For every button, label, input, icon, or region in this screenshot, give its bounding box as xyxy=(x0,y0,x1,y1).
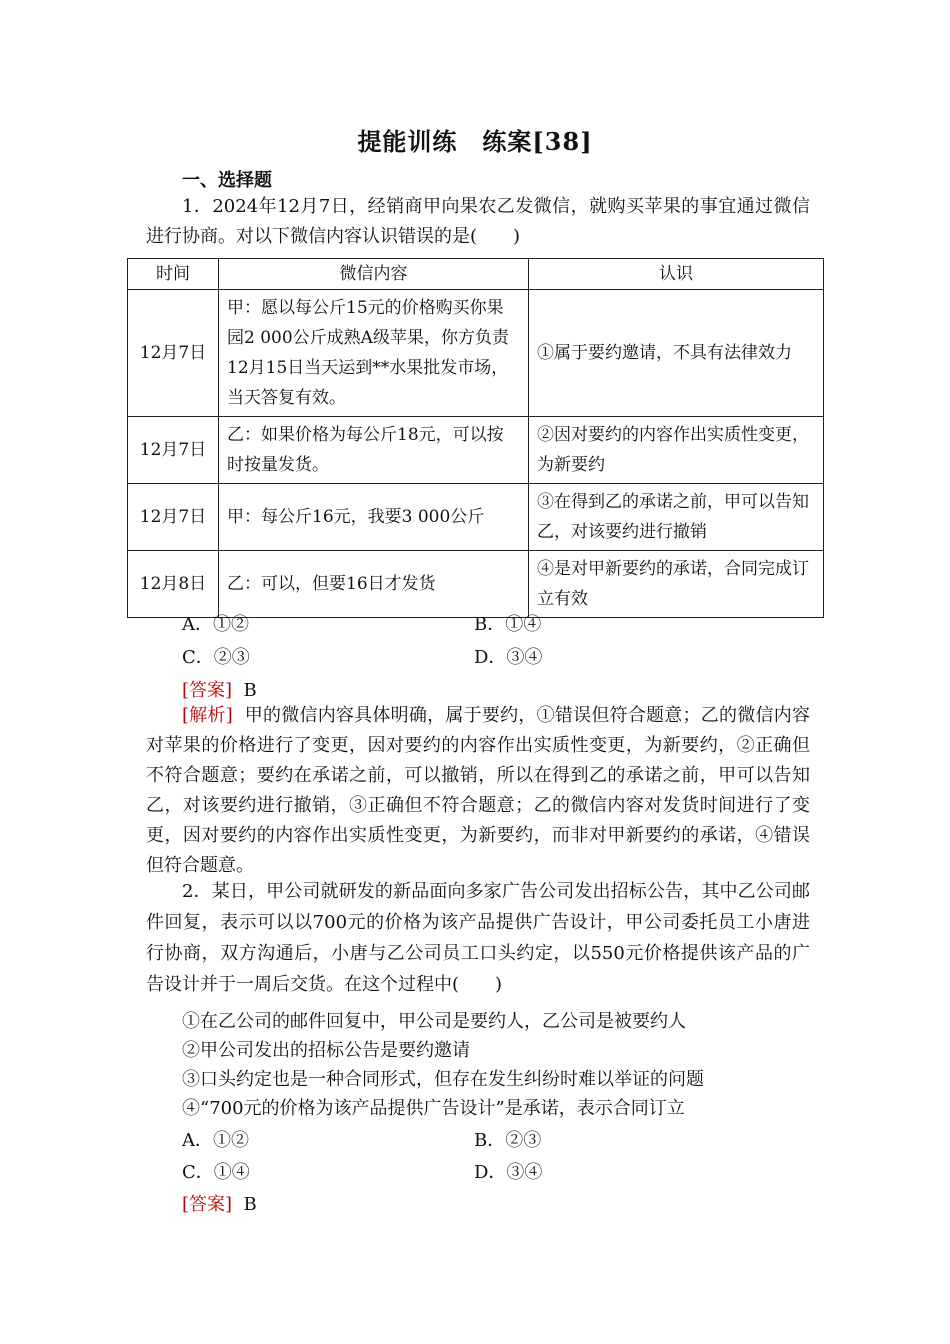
answer-tag: [答案] xyxy=(182,680,233,701)
q1-option-d: D．③④ xyxy=(474,647,543,668)
q2-statement: ④“700元的价格为该产品提供广告设计”是承诺，表示合同订立 xyxy=(182,1098,685,1119)
q2-answer xyxy=(182,1190,257,1216)
q1-option-c: C．②③ xyxy=(182,647,250,668)
question-2-stem: 2．某日，甲公司就研发的新品面向多家广告公司发出招标公告，其中乙公司邮件回复，表示可以以700元的价格为该产品提供广告设计，甲公司委托员工小唐进行协商，双方沟通后，小唐与乙公司员工口头约定，以550元价格提供该产品的广告设计并于一周后交货。在这个过程中( ) xyxy=(146,881,810,995)
q1-analysis: [解析] 甲的微信内容具体明确，属于要约，①错误但符合题意；乙的微信内容对苹果的价格进行了变更，因对要约的内容作出实质性变更，为新要约，②正确但不符合题意；要约在承诺之前，可以撤销，所以在得到乙的承诺之前，甲可以告知乙，对该要约进行撤销，③正确但不符合题意；乙的微信内容对发货时间进行了变更，因对要约的内容作出实质性变更，为新要约，而非对甲新要约的承诺，④错误但符合题意。 xyxy=(146,705,811,876)
q2-option-b: B．②③ xyxy=(474,1130,542,1151)
row-content: 甲：愿以每公斤15元的价格购买你果园2 000公斤成熟A级苹果，你方负责12月15日当天运到**水果批发市场，当天答复有效。 xyxy=(219,290,529,417)
row-time: 12月7日 xyxy=(128,290,219,417)
q1-answer xyxy=(182,676,257,702)
row-note: ④是对甲新要约的承诺，合同完成订立有效 xyxy=(529,551,824,618)
row-time: 12月8日 xyxy=(128,551,219,618)
wechat-table xyxy=(127,258,824,618)
row-note: ①属于要约邀请，不具有法律效力 xyxy=(529,290,824,417)
analysis-tag: [解析] xyxy=(182,705,233,726)
header-note: 认识 xyxy=(529,259,824,290)
q1-option-a: A．①② xyxy=(182,614,249,635)
q2-option-a: A．①② xyxy=(182,1130,249,1151)
table-header-row xyxy=(128,259,824,290)
q2-statement: ③口头约定也是一种合同形式，但存在发生纠纷时难以举证的问题 xyxy=(182,1069,704,1090)
answer-value: B xyxy=(243,680,257,701)
row-content: 乙：如果价格为每公斤18元，可以按时按量发货。 xyxy=(219,417,529,484)
row-time: 12月7日 xyxy=(128,484,219,551)
table-row xyxy=(128,484,824,551)
header-content: 微信内容 xyxy=(219,259,529,290)
table-row xyxy=(128,290,824,417)
row-content: 甲：每公斤16元，我要3 000公斤 xyxy=(219,484,529,551)
answer-tag: [答案] xyxy=(182,1194,233,1215)
page-title: 提能训练 练案[38] xyxy=(357,127,593,156)
q2-option-d: D．③④ xyxy=(474,1162,543,1183)
row-time: 12月7日 xyxy=(128,417,219,484)
row-note: ③在得到乙的承诺之前，甲可以告知乙，对该要约进行撤销 xyxy=(529,484,824,551)
row-note: ②因对要约的内容作出实质性变更，为新要约 xyxy=(529,417,824,484)
q1-option-b: B．①④ xyxy=(474,614,542,635)
answer-value: B xyxy=(243,1194,257,1215)
q2-statement: ②甲公司发出的招标公告是要约邀请 xyxy=(182,1040,470,1061)
header-time: 时间 xyxy=(128,259,219,290)
table-row xyxy=(128,551,824,618)
section-heading: 一、选择题 xyxy=(182,170,272,191)
q2-statement: ①在乙公司的邮件回复中，甲公司是要约人，乙公司是被要约人 xyxy=(182,1011,686,1032)
q2-option-c: C．①④ xyxy=(182,1162,250,1183)
row-content: 乙：可以，但要16日才发货 xyxy=(219,551,529,618)
question-1-stem: 1．2024年12月7日，经销商甲向果农乙发微信，就购买苹果的事宜通过微信进行协商。对以下微信内容认识错误的是( ) xyxy=(146,196,810,247)
table-row xyxy=(128,417,824,484)
